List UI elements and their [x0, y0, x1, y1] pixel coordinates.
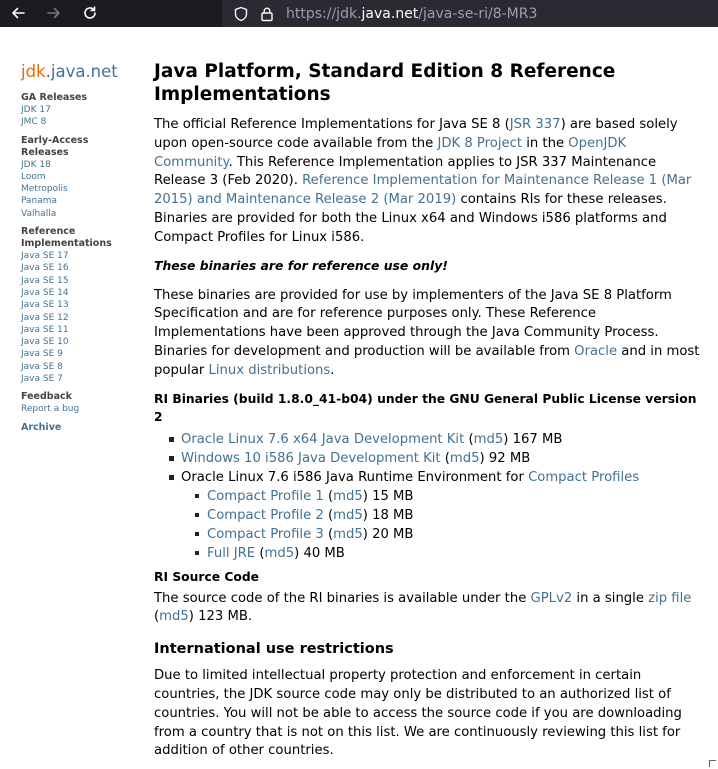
binaries-heading: RI Binaries (build 1.8.0_41-b04) under the GNU General Public License version 2: [154, 391, 697, 424]
md5-link[interactable]: md5: [264, 545, 295, 561]
intro-text: The official Reference Implementations for Java SE 8 (: [154, 117, 510, 132]
sidebar-link-java-se-12[interactable]: Java SE 12: [21, 312, 69, 323]
intro-paragraph: [154, 116, 704, 248]
intro-text: in the: [522, 135, 569, 151]
list-item: Compact Profile 1 (md5) 15 MB: [193, 487, 704, 506]
url-prefix: https://jdk.: [286, 5, 362, 22]
sidebar-link-valhalla[interactable]: Valhalla: [21, 208, 57, 219]
forward-button[interactable]: [42, 2, 66, 24]
compact-profile-2-link[interactable]: Compact Profile 2: [207, 507, 324, 523]
archive-link[interactable]: Archive: [21, 421, 62, 433]
usage-text: These binaries are provided for use by implementers of the Java SE 8 Platform Specification and are for reference purposes only. These Reference Implementations have been approved through the Java Community Process. Binaries for development and production will be available from: [154, 287, 672, 359]
list-item: Windows 10 i586 Java Development Kit (md5) 92 MB: [167, 449, 704, 468]
file-size: 20 MB: [372, 526, 414, 542]
md5-link[interactable]: md5: [473, 431, 504, 447]
report-bug-link[interactable]: Report a bug: [21, 404, 80, 415]
back-button[interactable]: [6, 2, 30, 24]
compact-profile-3-link[interactable]: Compact Profile 3: [207, 526, 324, 542]
linux-distributions-link[interactable]: Linux distributions: [208, 362, 331, 378]
sidebar-link-java-se-11[interactable]: Java SE 11: [21, 324, 69, 335]
file-size: 167 MB: [512, 431, 563, 447]
oracle-linux-x64-jdk-link[interactable]: Oracle Linux 7.6 x64 Java Development Kit: [181, 431, 465, 447]
oracle-link[interactable]: Oracle: [574, 343, 618, 359]
main-content: [154, 60, 704, 769]
md5-link[interactable]: md5: [449, 450, 480, 466]
forward-arrow-icon: [46, 5, 62, 21]
source-text: The source code of the RI binaries is available under the: [154, 590, 531, 606]
resize-grip: [709, 760, 716, 767]
jdk8-project-link[interactable]: JDK 8 Project: [437, 135, 523, 151]
binaries-list: [167, 430, 704, 563]
ga-releases-heading: GA Releases: [21, 92, 88, 103]
openjdk-community-link[interactable]: OpenJDK Community: [154, 135, 627, 170]
list-item: Full JRE (md5) 40 MB: [193, 544, 704, 563]
page-title: Java Platform, Standard Edition 8 Reference Implementations: [154, 61, 616, 105]
file-size: 15 MB: [372, 488, 414, 504]
sidebar-link-java-se-9[interactable]: Java SE 9: [21, 349, 63, 360]
usage-text: and in most popular: [154, 343, 700, 378]
jsr337-link[interactable]: JSR 337: [509, 117, 561, 132]
intro-text: . This Reference Implementation applies to JSR 337 Maintenance Release 3 (Feb 2020).: [154, 154, 657, 189]
list-item: Compact Profile 3 (md5) 20 MB: [193, 525, 704, 544]
md5-link[interactable]: md5: [333, 507, 363, 523]
sidebar-link-jmc8[interactable]: JMC 8: [21, 117, 47, 128]
address-bar[interactable]: [222, 0, 718, 27]
source-text: in a single: [572, 590, 649, 606]
reload-button[interactable]: [78, 2, 102, 24]
usage-text: .: [330, 362, 335, 378]
url-path: /java-se-ri/8-MR3: [418, 5, 538, 22]
sidebar-link-panama[interactable]: Panama: [21, 196, 58, 207]
file-size: 18 MB: [372, 507, 414, 523]
sidebar-link-loom[interactable]: Loom: [21, 171, 46, 182]
list-item: Oracle Linux 7.6 x64 Java Development Kit (md5) 167 MB: [167, 430, 704, 449]
list-item: [167, 468, 704, 563]
list-item: Compact Profile 2 (md5) 18 MB: [193, 506, 704, 525]
source-code-heading: RI Source Code: [154, 569, 259, 584]
site-logo[interactable]: [21, 62, 131, 81]
international-restrictions-paragraph: Due to limited intellectual property protection and enforcement in certain countries, the JDK source code may only be distributed to an authorized list of countries. You will not be able to access the source code if you are downloading from a country that is not on this list. We are continuously reviewing this list for addition of other countries.: [154, 668, 682, 759]
mr1-mr2-link[interactable]: Reference Implementation for Maintenance Release 1 (Mar 2015) and Maintenance Release 2 (Mar 2019): [154, 173, 692, 208]
zip-file-link[interactable]: zip file: [648, 590, 692, 606]
sidebar-link-java-se-16[interactable]: Java SE 16: [21, 263, 69, 274]
tracking-shield-icon[interactable]: [230, 3, 252, 25]
back-arrow-icon: [10, 5, 26, 21]
gplv2-link[interactable]: GPLv2: [530, 590, 573, 606]
logo-jdk: jdk: [21, 62, 46, 81]
intro-text: contains RIs for these releases. Binaries are provided for both the Linux x64 and Windows i586 platforms and Compact Profiles for Linux i586.: [154, 192, 667, 245]
full-jre-link[interactable]: Full JRE: [207, 545, 256, 561]
compact-profile-1-link[interactable]: Compact Profile 1: [207, 488, 324, 504]
intro-text: ) are based solely upon open-source code available from the: [154, 117, 678, 151]
source-size: 123 MB.: [193, 609, 253, 625]
sidebar-link-java-se-10[interactable]: Java SE 10: [21, 337, 69, 348]
url-text[interactable]: [286, 6, 537, 22]
logo-domain: .java.net: [45, 62, 118, 81]
windows-i586-jdk-link[interactable]: Windows 10 i586 Java Development Kit: [181, 450, 441, 466]
sidebar-link-java-se-8[interactable]: Java SE 8: [21, 361, 63, 372]
international-restrictions-heading: International use restrictions: [154, 641, 394, 658]
source-paragraph: The source code of the RI binaries is available under the GPLv2 in a single zip file (md5) 123 MB.: [154, 590, 692, 625]
lock-icon[interactable]: [256, 3, 278, 25]
sidebar-link-java-se-17[interactable]: Java SE 17: [21, 251, 69, 262]
md5-link[interactable]: md5: [159, 609, 189, 625]
sidebar-link-java-se-14[interactable]: Java SE 14: [21, 287, 69, 298]
md5-link[interactable]: md5: [333, 488, 363, 504]
usage-paragraph: [154, 287, 704, 381]
compact-profiles-link[interactable]: Compact Profiles: [528, 469, 640, 485]
feedback-heading: Feedback: [21, 391, 72, 403]
reload-icon: [82, 5, 98, 21]
reference-use-notice: These binaries are for reference use only!: [154, 257, 448, 273]
file-size: 40 MB: [303, 545, 345, 561]
early-access-heading: Early-Access Releases: [21, 134, 89, 158]
md5-link[interactable]: md5: [333, 526, 363, 542]
sidebar-link-metropolis[interactable]: Metropolis: [21, 184, 68, 195]
url-domain: java.net: [361, 5, 419, 22]
sidebar-link-java-se-15[interactable]: Java SE 15: [21, 275, 69, 286]
sidebar-link-java-se-7[interactable]: Java SE 7: [21, 374, 63, 385]
browser-toolbar: [0, 0, 718, 27]
sidebar-link-jdk17[interactable]: JDK 17: [21, 105, 51, 115]
sidebar-link-jdk18[interactable]: JDK 18: [21, 159, 51, 170]
sidebar-link-java-se-13[interactable]: Java SE 13: [21, 300, 69, 311]
jre-text: Oracle Linux 7.6 i586 Java Runtime Environment for: [181, 469, 529, 485]
reference-implementations-heading: Reference Implementations: [21, 226, 112, 250]
file-size: 92 MB: [488, 450, 531, 466]
sidebar: [21, 62, 131, 434]
profiles-list: [193, 487, 704, 563]
